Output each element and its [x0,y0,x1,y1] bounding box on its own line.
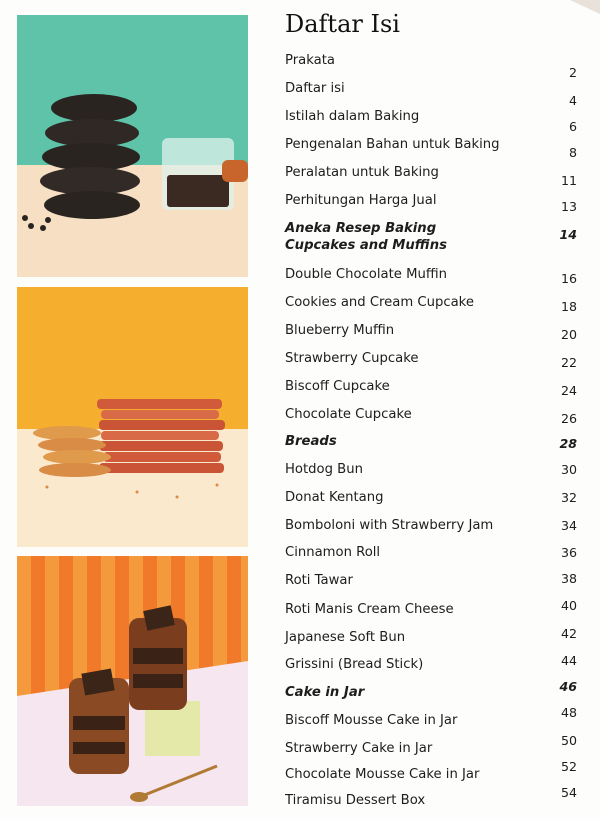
toc-entry-page: 40 [560,598,577,613]
toc-entry-label: Hotdog Bun [285,462,363,477]
toc-entry-page: 52 [560,759,577,774]
toc-entry-page: 38 [560,571,577,586]
toc-entry-label: Pengenalan Bahan untuk Baking [285,137,500,152]
toc-entry-page: 50 [560,733,577,748]
photo-chocolate-cookies [17,15,248,277]
toc-entry-label: Roti Tawar [285,573,353,588]
toc-section-label-line1: Aneka Resep Baking [285,221,437,236]
toc-entry-label: Tiramisu Dessert Box [285,793,426,808]
toc-entry-page: 42 [560,626,577,641]
toc-entry-label: Double Chocolate Muffin [285,267,447,282]
toc-entry-label: Prakata [285,53,335,68]
toc-entry-page: 8 [568,145,577,160]
toc-entry-page: 26 [560,411,577,426]
toc-entry-label: Chocolate Mousse Cake in Jar [285,767,480,782]
toc-entry-label: Istilah dalam Baking [285,109,420,124]
toc-entry-page: 6 [568,119,577,134]
toc-entry-label: Daftar isi [285,81,345,96]
toc-section-label: Breads [285,434,337,449]
toc-entry-label: Cookies and Cream Cupcake [285,295,474,310]
toc-entry-label: Perhitungan Harga Jual [285,193,437,208]
toc-entry-page: 24 [560,383,577,398]
toc-section-cupcakes-muffins[interactable] [285,220,580,256]
toc-entry-page: 4 [568,93,577,108]
photo-biscuit-stack [17,287,248,547]
toc-entry-page: 44 [560,653,577,668]
toc-entry-page: 14 [559,227,577,242]
toc-entry-label: Chocolate Cupcake [285,407,412,422]
toc-section-label: Cake in Jar [285,685,365,700]
toc-entry-page: 22 [560,355,577,370]
toc-entry-label: Bomboloni with Strawberry Jam [285,518,494,533]
toc-entry-label: Strawberry Cupcake [285,351,419,366]
photo-cake-jars [17,556,248,806]
toc-entry-page: 16 [560,271,577,286]
toc-entry-page: 20 [560,327,577,342]
toc-entry-label: Strawberry Cake in Jar [285,741,433,756]
toc-entry-page: 2 [568,65,577,80]
toc-entry-label: Grissini (Bread Stick) [285,657,424,672]
toc-entry-page: 28 [559,436,577,451]
toc-entry-page: 46 [559,679,577,694]
toc-entry-page: 32 [560,490,577,505]
toc-entry-page: 30 [560,462,577,477]
toc-entry-label: Biscoff Cupcake [285,379,390,394]
toc-entry-page: 13 [560,199,577,214]
toc-entry-label: Japanese Soft Bun [285,630,406,645]
toc-entry-label: Roti Manis Cream Cheese [285,602,454,617]
toc-entry-label: Donat Kentang [285,490,384,505]
page-title: Daftar Isi [285,10,400,38]
toc-entry-label: Cinnamon Roll [285,545,381,560]
toc-entry-page: 34 [560,518,577,533]
toc-entry-label: Peralatan untuk Baking [285,165,439,180]
toc-entry-page: 54 [560,785,577,800]
toc-entry-page: 11 [560,173,577,188]
toc-entry-page: 48 [560,705,577,720]
toc-section-label-line2: Cupcakes and Muffins [285,238,447,253]
toc-entry-page: 36 [560,545,577,560]
table-of-contents [285,0,580,819]
toc-entry-label: Blueberry Muffin [285,323,395,338]
toc-entry-page: 18 [560,299,577,314]
toc-entry-label: Biscoff Mousse Cake in Jar [285,713,458,728]
